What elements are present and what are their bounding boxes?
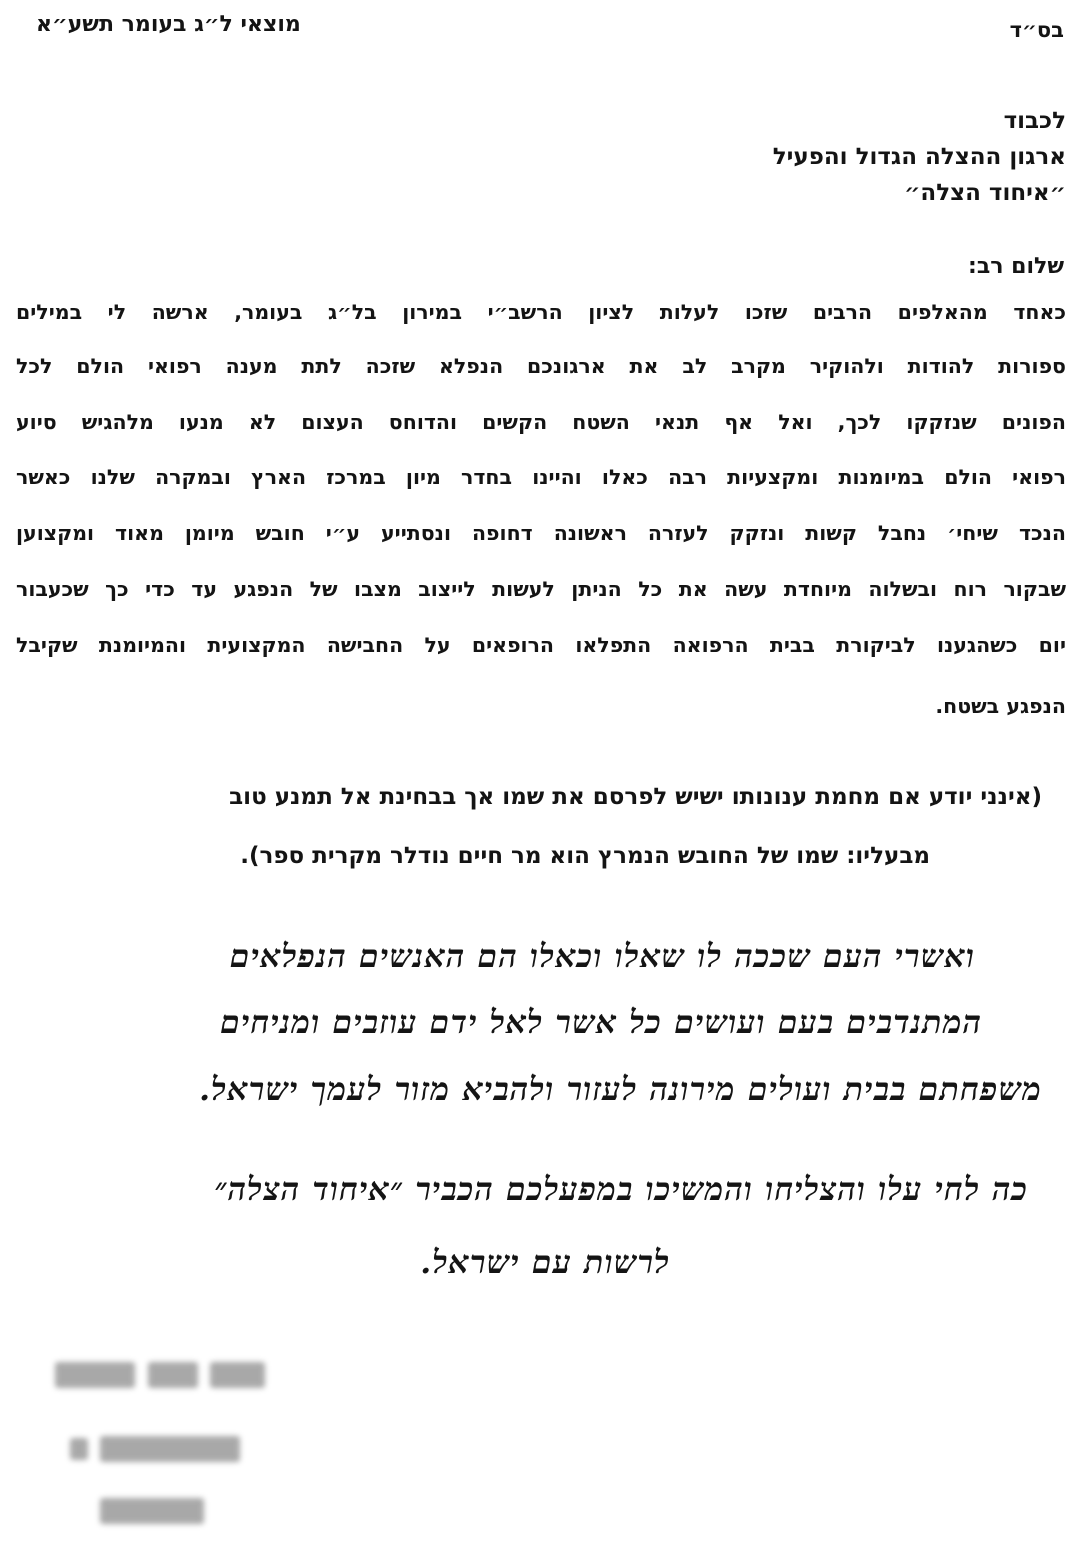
greeting: שלום רב: (968, 254, 1064, 279)
letter-date: מוצאי ל״ג בעומר תשע״א (36, 12, 301, 37)
blurred-text (55, 1362, 135, 1388)
address-line-1: לכבוד (1003, 108, 1066, 134)
blurred-text (70, 1438, 88, 1460)
blurred-text (100, 1436, 240, 1462)
body-line: שבקור רוח ובשלוה מיוחדת עשה את כל הניתן לעשות לייצוב מצבו של הנפגע עד כדי כך שכעבור (16, 577, 1066, 601)
handwritten-line-1: ואשרי העם שככה לו שאלו וכאלו הם האנשים הנפלאים (229, 937, 975, 975)
handwritten-line-2: המתנדבים בעם ועושים כל אשר לאל ידם עוזבים ומניחים (220, 1003, 982, 1041)
parenthetical-line-2: מבעליו: שמו של החובש הנמרץ הוא מר חיים נודלר מקרית ספר). (240, 843, 930, 869)
handwritten-line-4: כה לחי עלו והצליחו והמשיכו במפעלכם הכביר ״איחוד הצלה״ (214, 1170, 1028, 1208)
address-line-2: ארגון ההצלה הגדול והפעיל (772, 144, 1066, 170)
body-line: ספורות להודות ולהוקיר מקרב לב את ארגונכם הנפלא שזכה לתת מענה רפואי הולם לכל (16, 354, 1066, 378)
bsd-header: בס״ד (1009, 18, 1064, 42)
body-line: הנפגע בשטח. (935, 694, 1066, 718)
parenthetical-line-1: (אינני יודע אם מחמת ענונותו ישיש לפרסם את שמו אך בבחינת אל תמנע טוב (229, 784, 1042, 810)
handwritten-line-5: לרשות עם ישראל. (420, 1243, 670, 1281)
address-line-3: ״איחוד הצלה״ (904, 180, 1066, 206)
body-line: יום כשהגענו לביקורת בבית הרפואה התפלאו הרופאים על החבישה המקצועית והמיומנת שקיבל (16, 633, 1066, 657)
handwritten-line-3: משפחתם בבית ועולים מירונה לעזור ולהביא מזור לעמך ישראל. (198, 1070, 1042, 1108)
body-line: הפונים שנזקקו לכך, ואל אף תנאי השטח הקשים והדוחס העצום לא מנעו מלהגיש סיוע (16, 410, 1066, 434)
body-line: רפואי הולם במיומנות ומקצעיות רבה כאלו והיינו בחדר מיון במרכז הארץ ובמקרה שלנו כאשר (16, 465, 1066, 489)
blurred-text (100, 1498, 204, 1524)
body-line: הנכד שיחי׳ נחבל קשות ונזקק לעזרה ראשונה דחופה ונסתייע ע״י חובש מיומן מאוד ומקצוען (16, 521, 1066, 545)
blurred-text (148, 1362, 198, 1388)
body-line: כאחד מהאלפים הרבים שזכו לעלות לציון הרשב״י במירון בל״ג בעומר, ארשה לי במילים (16, 300, 1066, 324)
blurred-text (210, 1362, 265, 1388)
